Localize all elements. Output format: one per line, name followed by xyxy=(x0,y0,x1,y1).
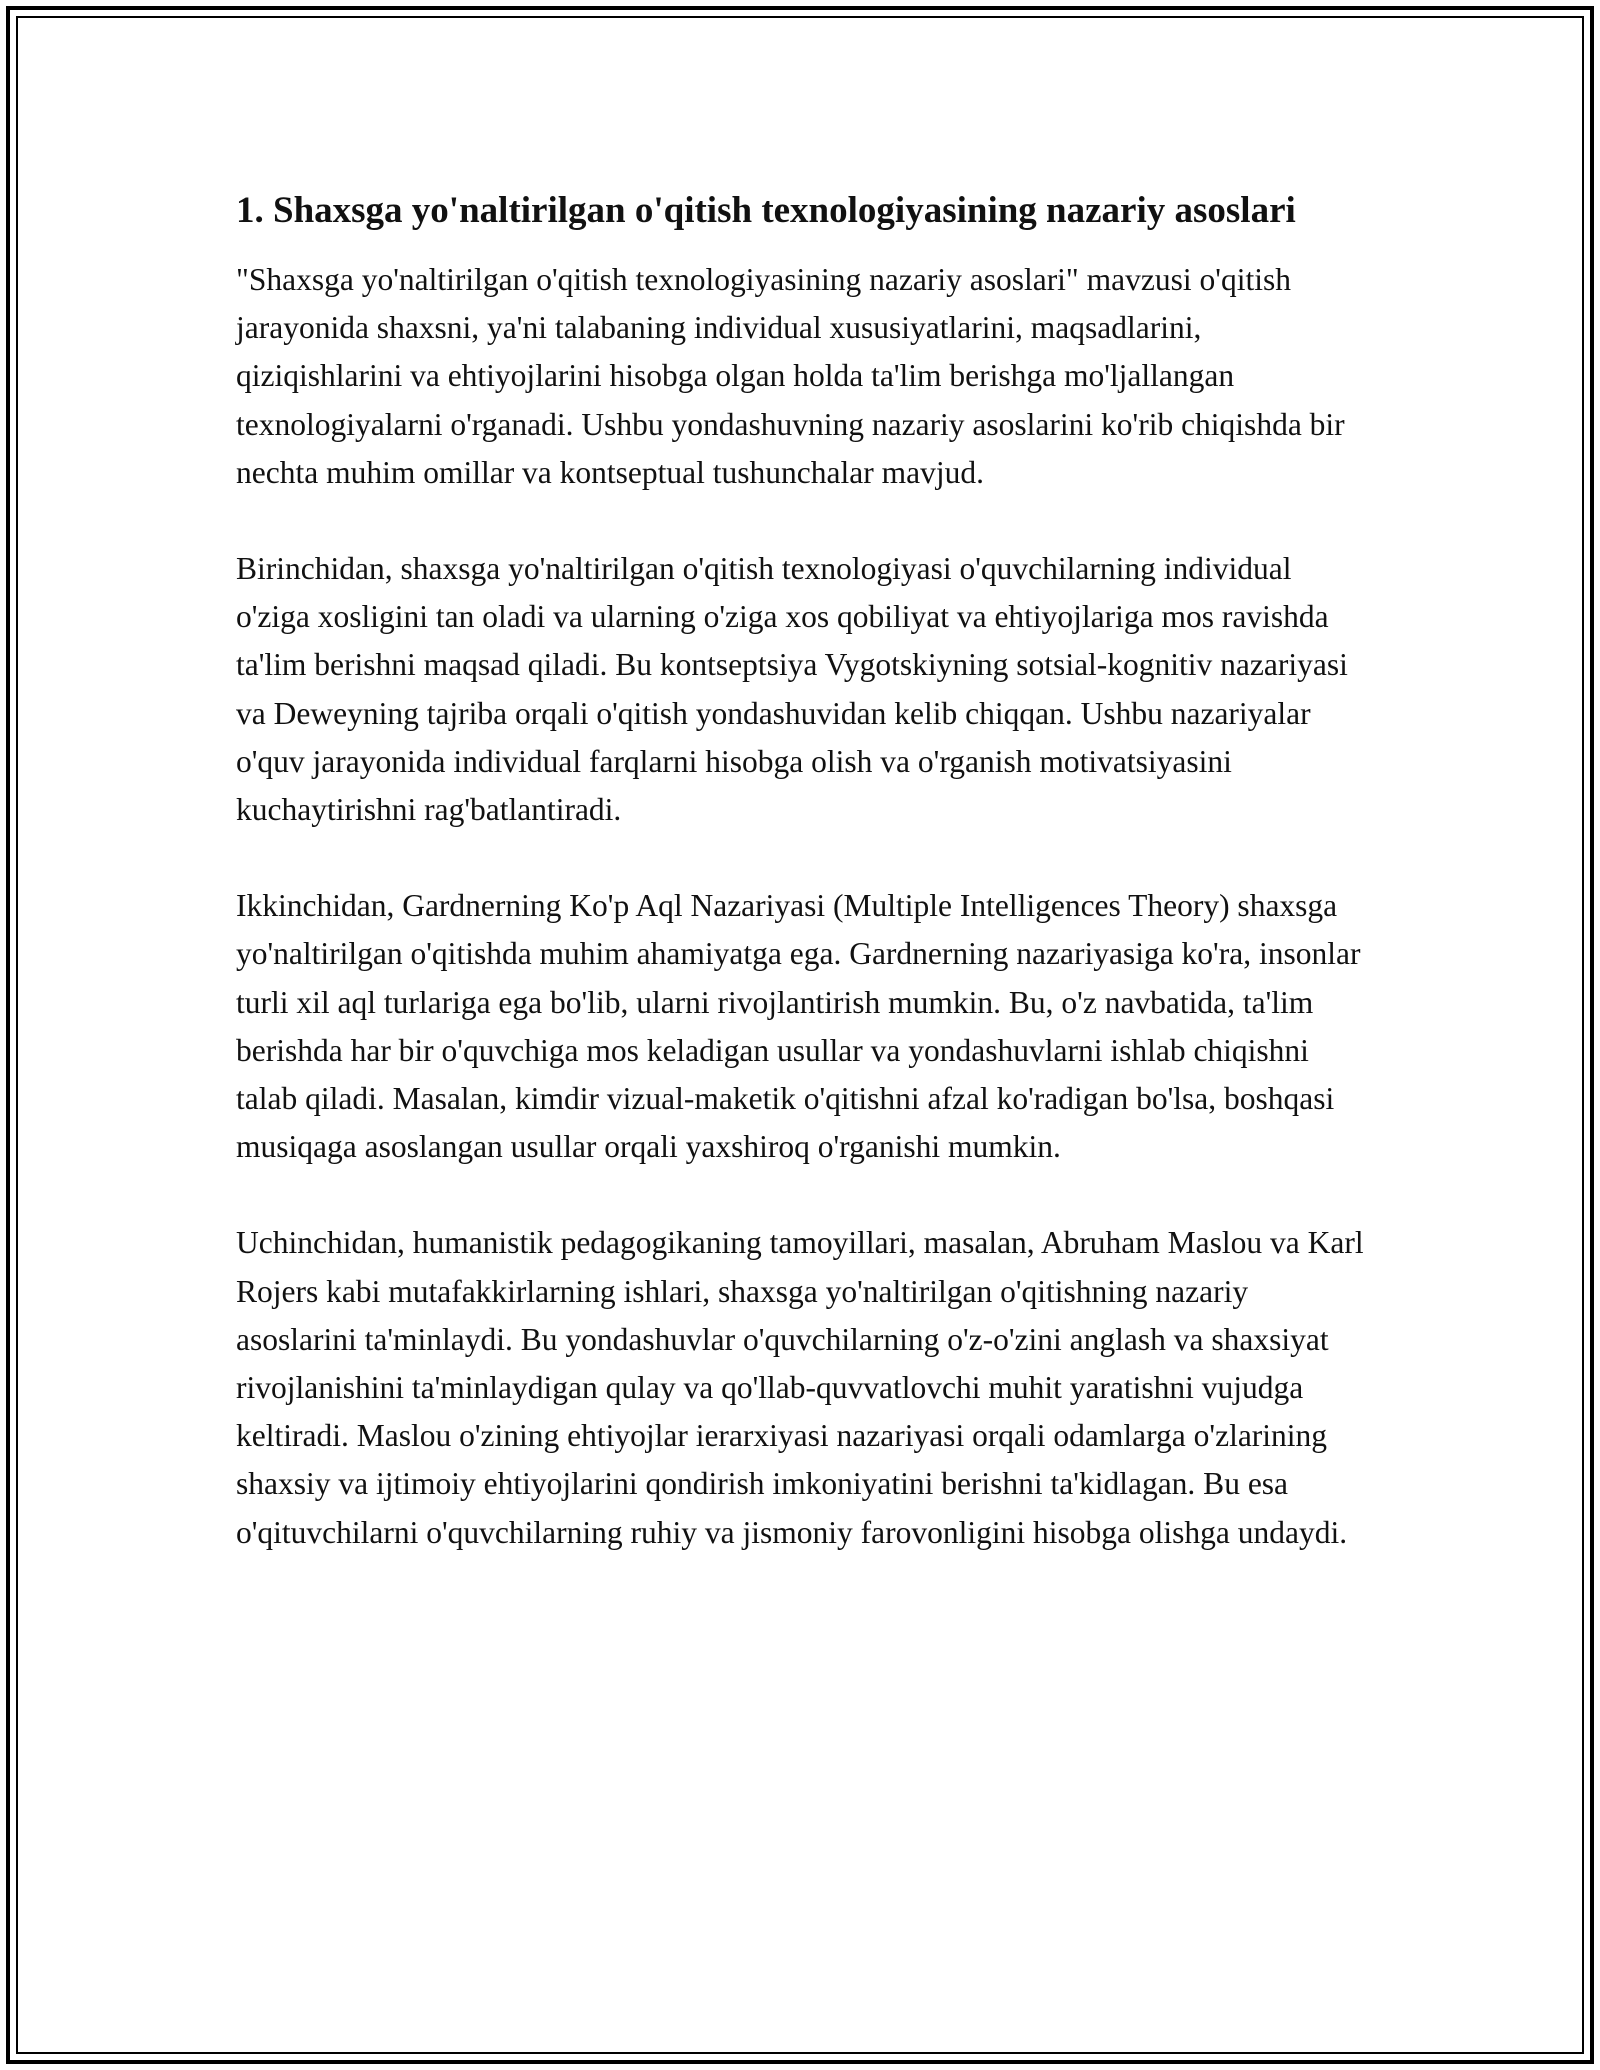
paragraph-first: Birinchidan, shaxsga yo'naltirilgan o'qitish texnologiyasi o'quvchilarning individual o'ziga xosligini tan oladi va ularning o'ziga xos qobiliyat va ehtiyojlariga mos ravishda ta'lim berishni maqsad qiladi. Bu kontseptsiya Vygotskiyning sotsial-kognitiv nazariyasi va Deweyning tajriba orqali o'qitish yondashuvidan kelib chiqqan. Ushbu nazariyalar o'quv jarayonida individual farqlarni hisobga olish va o'rganish motivatsiyasini kuchaytirishni rag'batlantiradi. xyxy=(236,551,1348,828)
section-heading: 1. Shaxsga yo'naltirilgan o'qitish texnologiyasining nazariy asoslari xyxy=(236,190,1296,231)
paragraph-intro: "Shaxsga yo'naltirilgan o'qitish texnologiyasining nazariy asoslari" mavzusi o'qitish jarayonida shaxsni, ya'ni talabaning individual xususiyatlarini, maqsadlarini, qiziqishlarini va ehtiyojlarini hisobga olgan holda ta'lim berishga mo'ljallangan texnologiyalarni o'rganadi. Ushbu yondashuvning nazariy asoslarini ko'rib chiqishda bir nechta muhim omillar va kontseptual tushunchalar mavjud. xyxy=(236,262,1345,490)
document-body xyxy=(236,184,1366,1557)
paragraph-third: Uchinchidan, humanistik pedagogikaning tamoyillari, masalan, Abruham Maslou va Karl Rojers kabi mutafakkirlarning ishlari, shaxsga yo'naltirilgan o'qitishning nazariy asoslarini ta'minlaydi. Bu yondashuvlar o'quvchilarning o'z-o'zini anglash va shaxsiyat rivojlanishini ta'minlaydigan qulay va qo'llab-quvvatlovchi muhit yaratishni vujudga keltiradi. Maslou o'zining ehtiyojlar ierarxiyasi nazariyasi orqali odamlarga o'zlarining shaxsiy va ijtimoiy ehtiyojlarini qondirish imkoniyatini berishni ta'kidlagan. Bu esa o'qituvchilarni o'quvchilarning ruhiy va jismoniy farovonligini hisobga olishga undaydi. xyxy=(236,1225,1364,1550)
paragraph-second: Ikkinchidan, Gardnerning Ko'p Aql Nazariyasi (Multiple Intelligences Theory) shaxsga yo'naltirilgan o'qitishda muhim ahamiyatga ega. Gardnerning nazariyasiga ko'ra, insonlar turli xil aql turlariga ega bo'lib, ularni rivojlantirish mumkin. Bu, o'z navbatida, ta'lim berishda har bir o'quvchiga mos keladigan usullar va yondashuvlarni ishlab chiqishni talab qiladi. Masalan, kimdir vizual-maketik o'qitishni afzal ko'radigan bo'lsa, boshqasi musiqaga asoslangan usullar orqali yaxshiroq o'rganishi mumkin. xyxy=(236,888,1361,1165)
